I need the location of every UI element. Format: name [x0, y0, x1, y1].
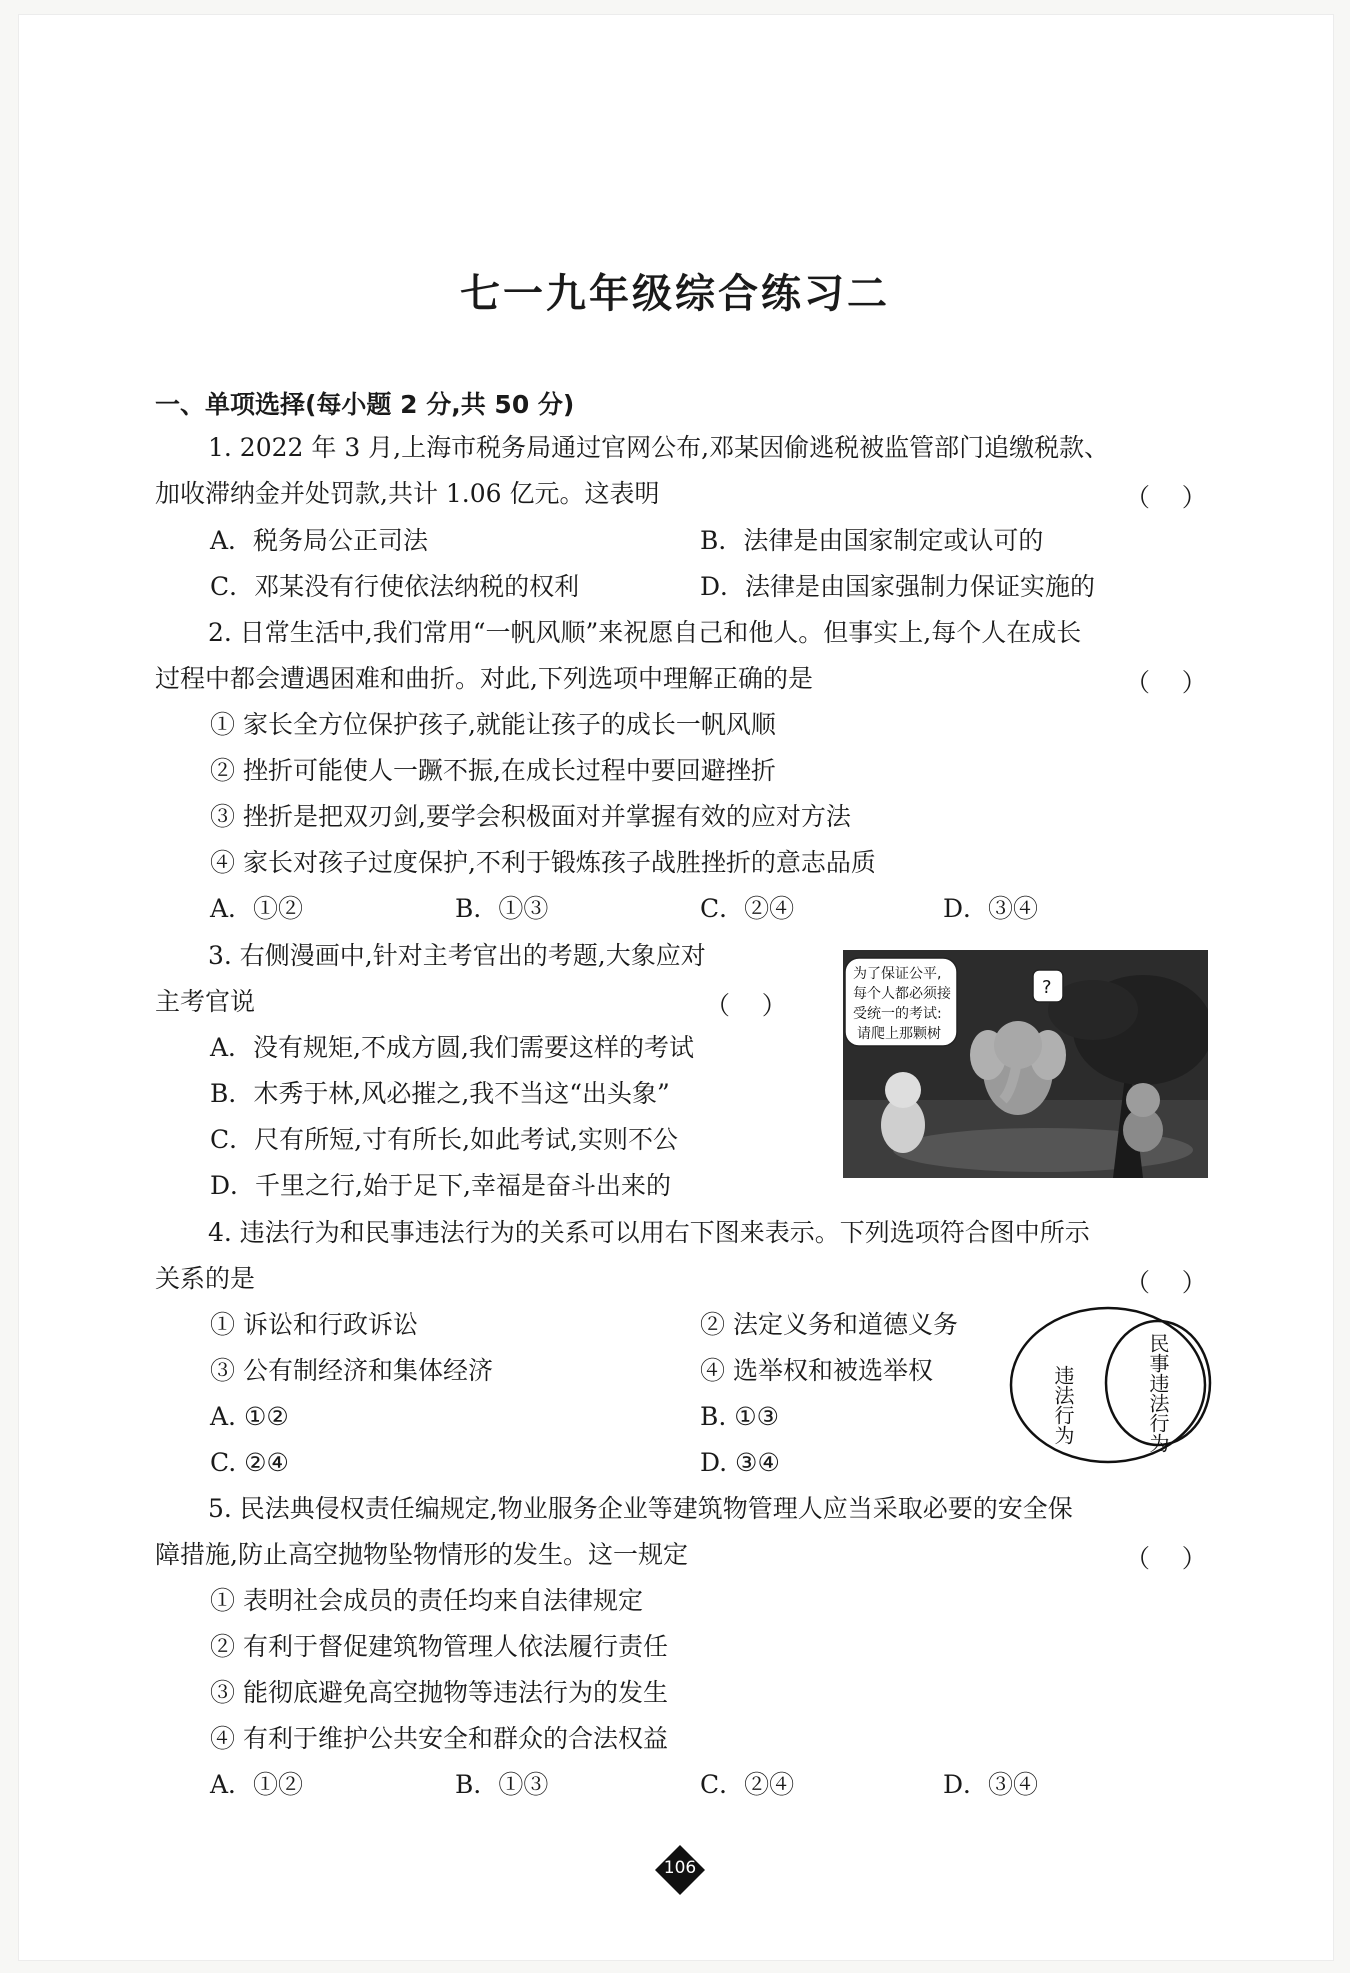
- q2-statement-4: ④ 家长对孩子过度保护,不利于锻炼孩子战胜挫折的意志品质: [210, 848, 876, 877]
- bubble-line-4: 请爬上那颗树: [857, 1026, 941, 1042]
- bubble-line-1: 为了保证公平,: [853, 966, 942, 982]
- q2-statement-2: ② 挫折可能使人一蹶不振,在成长过程中要回避挫折: [210, 756, 776, 785]
- cartoon-illustration: [843, 950, 1208, 1178]
- q5-option-b: B．①③: [455, 1770, 549, 1799]
- q5-statement-2: ② 有利于督促建筑物管理人依法履行责任: [210, 1632, 668, 1661]
- q5-statement-3: ③ 能彻底避免高空抛物等违法行为的发生: [210, 1678, 668, 1707]
- q4-statement-2: ② 法定义务和道德义务: [700, 1310, 958, 1339]
- q4-stem-line2: 关系的是: [155, 1264, 256, 1293]
- q5-answer-paren: （ ）: [1125, 1544, 1207, 1573]
- q5-option-d: D．③④: [943, 1770, 1039, 1799]
- q4-statement-1: ① 诉讼和行政诉讼: [210, 1310, 418, 1339]
- q4-option-a: A. ①②: [210, 1402, 289, 1431]
- q5-statement-4: ④ 有利于维护公共安全和群众的合法权益: [210, 1724, 668, 1753]
- inner-circle-label: 民事违法行为: [1146, 1333, 1170, 1453]
- q1-option-c: C．邓某没有行使依法纳税的权利: [210, 572, 580, 601]
- q2-option-d: D．③④: [943, 894, 1039, 923]
- q5-option-a: A．①②: [210, 1770, 304, 1799]
- q1-option-b: B．法律是由国家制定或认可的: [700, 526, 1044, 555]
- q2-answer-paren: （ ）: [1125, 668, 1207, 697]
- q5-stem-line1: 5. 民法典侵权责任编规定,物业服务企业等建筑物管理人应当采取必要的安全保: [208, 1494, 1073, 1523]
- q2-statement-3: ③ 挫折是把双刃剑,要学会积极面对并掌握有效的应对方法: [210, 802, 851, 831]
- q1-stem-line2: 加收滞纳金并处罚款,共计 1.06 亿元。这表明: [155, 479, 660, 508]
- q2-option-c: C．②④: [700, 894, 795, 923]
- bubble-line-2: 每个人都必须接: [853, 986, 951, 1002]
- q1-answer-paren: （ ）: [1125, 483, 1207, 512]
- q3-option-a: A．没有规矩,不成方圆,我们需要这样的考试: [210, 1033, 694, 1062]
- q4-statement-4: ④ 选举权和被选举权: [700, 1356, 933, 1385]
- q1-option-a: A．税务局公正司法: [210, 526, 429, 555]
- q1-stem-line1: 1. 2022 年 3 月,上海市税务局通过官网公布,邓某因偷逃税被监管部门追缴税款、: [208, 433, 1110, 462]
- q4-option-c: C. ②④: [210, 1448, 289, 1477]
- q5-option-c: C．②④: [700, 1770, 795, 1799]
- page-number: 106: [663, 1858, 697, 1878]
- page-title: 七一九年级综合练习二: [460, 271, 890, 317]
- bubble-line-3: 受统一的考试:: [853, 1006, 942, 1022]
- q4-stem-line1: 4. 违法行为和民事违法行为的关系可以用右下图来表示。下列选项符合图中所示: [208, 1218, 1090, 1247]
- q3-option-c: C．尺有所短,寸有所长,如此考试,实则不公: [210, 1125, 678, 1154]
- q5-stem-line2: 障措施,防止高空抛物坠物情形的发生。这一规定: [155, 1540, 688, 1569]
- outer-circle: [1011, 1308, 1205, 1462]
- q2-stem-line1: 2. 日常生活中,我们常用“一帆风顺”来祝愿自己和他人。但事实上,每个人在成长: [208, 618, 1082, 647]
- q2-option-b: B．①③: [455, 894, 549, 923]
- q2-statement-1: ① 家长全方位保护孩子,就能让孩子的成长一帆风顺: [210, 710, 776, 739]
- q2-stem-line2: 过程中都会遭遇困难和曲折。对此,下列选项中理解正确的是: [155, 664, 813, 693]
- q3-stem-line2: 主考官说: [155, 987, 256, 1016]
- q3-option-b: B．木秀于林,风必摧之,我不当这“出头象”: [210, 1079, 670, 1108]
- q2-option-a: A．①②: [210, 894, 304, 923]
- q4-option-b: B. ①③: [700, 1402, 780, 1431]
- q3-answer-paren: （ ）: [705, 991, 787, 1020]
- venn-diagram: [1008, 1305, 1218, 1465]
- q3-option-d: D．千里之行,始于足下,幸福是奋斗出来的: [210, 1171, 671, 1200]
- q4-option-d: D. ③④: [700, 1448, 780, 1477]
- q4-answer-paren: （ ）: [1125, 1268, 1207, 1297]
- q3-stem-line1: 3. 右侧漫画中,针对主考官出的考题,大象应对: [208, 941, 706, 970]
- q4-statement-3: ③ 公有制经济和集体经济: [210, 1356, 493, 1385]
- q5-statement-1: ① 表明社会成员的责任均来自法律规定: [210, 1586, 643, 1615]
- q1-option-d: D．法律是由国家强制力保证实施的: [700, 572, 1096, 601]
- question-mark: ?: [1042, 977, 1052, 998]
- outer-circle-label: 违法行为: [1051, 1365, 1075, 1445]
- section-heading: 一、单项选择(每小题 2 分,共 50 分): [155, 390, 575, 419]
